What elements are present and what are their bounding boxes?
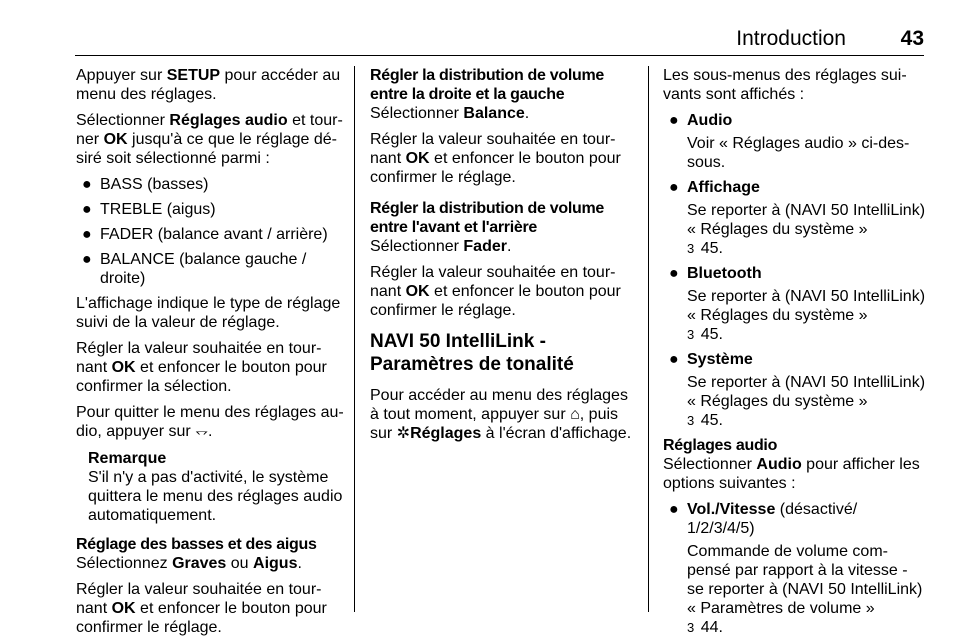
paragraph: Les sous-menus des réglages sui-vants sont affichés : — [663, 67, 907, 103]
paragraph: Sélectionner Audio pour afficher les options suivantes : — [663, 456, 920, 492]
paragraph: Sélectionnez Graves ou Aigus. — [76, 555, 302, 572]
page-ref-icon: 3 — [687, 327, 695, 342]
list-item: ● Audio Voir « Réglages audio » ci-des-sous. — [669, 112, 910, 171]
page-header — [0, 0, 960, 56]
column-2 — [370, 66, 636, 450]
paragraph: Pour quitter le menu des réglages au-dio, appuyer sur ⥐. — [76, 404, 344, 440]
column-divider — [648, 66, 649, 612]
list-item: ● BASS (basses) — [82, 176, 209, 193]
list-item: ● TREBLE (aigus) — [82, 201, 216, 218]
paragraph: Régler la valeur souhaitée en tour-nant OK et enfoncer le bouton pour confirmer le réglage. — [370, 131, 621, 186]
page-number: 43 — [900, 27, 924, 50]
column-divider — [354, 66, 355, 612]
page-title: Introduction — [736, 27, 846, 50]
paragraph: Sélectionner Réglages audio et tour-ner OK jusqu'à ce que le réglage dé-siré soit sélectionné parmi : — [76, 112, 343, 167]
paragraph: L'affichage indique le type de réglage suivi de la valeur de réglage. — [76, 295, 341, 331]
subheading: Régler la distribution de volume entre l'avant et l'arrière — [370, 200, 604, 236]
page-ref-icon: 3 — [687, 413, 695, 428]
paragraph: Appuyer sur SETUP pour accéder au menu des réglages. — [76, 67, 341, 103]
bullet-icon: ● — [669, 501, 679, 518]
subheading: Régler la distribution de volume entre la droite et la gauche — [370, 67, 604, 103]
list-item: ● BALANCE (balance gauche / droite) — [82, 251, 307, 287]
header-rule — [75, 55, 924, 56]
list-item: ● FADER (balance avant / arrière) — [82, 226, 328, 243]
bullet-icon: ● — [669, 112, 679, 129]
paragraph: Sélectionner Balance. — [370, 105, 530, 122]
remark-title: Remarque — [88, 450, 167, 467]
list-item: ● Vol./Vitesse (désactivé/ 1/2/3/4/5) Commande de volume com-pensé par rapport à la vitesse - se reporter à (NAVI 50 IntelliLink) « Paramètres de volume » 3 44. — [669, 501, 923, 636]
settings-list — [76, 175, 344, 288]
back-icon: ⥐ — [195, 423, 208, 440]
bullet-icon: ● — [82, 226, 92, 243]
bullet-icon: ● — [669, 265, 679, 282]
list-item: ● Affichage Se reporter à (NAVI 50 IntelliLink) « Réglages du système » 3 45. — [669, 179, 926, 257]
page-ref-icon: 3 — [687, 241, 695, 256]
submenu-list — [663, 111, 928, 430]
paragraph: Régler la valeur souhaitée en tour-nant OK et enfoncer le bouton pour confirmer le réglage. — [370, 264, 621, 319]
bullet-icon: ● — [669, 351, 679, 368]
paragraph: Sélectionner Fader. — [370, 238, 512, 255]
paragraph: Régler la valeur souhaitée en tour-nant OK et enfoncer le bouton pour confirmer la sélection. — [76, 340, 327, 395]
paragraph: Pour accéder au menu des réglages à tout moment, appuyer sur ⌂, puis sur ✲Réglages à l'écran d'affichage. — [370, 387, 632, 442]
bullet-icon: ● — [82, 201, 92, 218]
column-1 — [76, 66, 344, 644]
subheading: Réglages audio — [663, 437, 778, 454]
bullet-icon: ● — [82, 176, 92, 193]
list-item: ● Système Se reporter à (NAVI 50 IntelliLink) « Réglages du système » 3 45. — [669, 351, 926, 429]
remark-box — [76, 449, 344, 525]
remark-text: S'il n'y a pas d'activité, le système quittera le menu des réglages audio automatiquement. — [88, 469, 343, 524]
page-ref-icon: 3 — [687, 620, 695, 635]
home-icon: ⌂ — [570, 406, 580, 423]
audio-options-list — [663, 500, 928, 637]
bullet-icon: ● — [669, 179, 679, 196]
paragraph: Régler la valeur souhaitée en tour-nant OK et enfoncer le bouton pour confirmer le réglage. — [76, 581, 327, 636]
section-heading: NAVI 50 IntelliLink - Paramètres de tonalité — [370, 331, 574, 375]
column-3 — [663, 66, 928, 643]
list-item: ● Bluetooth Se reporter à (NAVI 50 IntelliLink) « Réglages du système » 3 45. — [669, 265, 926, 343]
bullet-icon: ● — [82, 251, 92, 268]
gear-icon: ✲ — [396, 425, 411, 442]
subheading: Réglage des basses et des aigus — [76, 536, 317, 553]
